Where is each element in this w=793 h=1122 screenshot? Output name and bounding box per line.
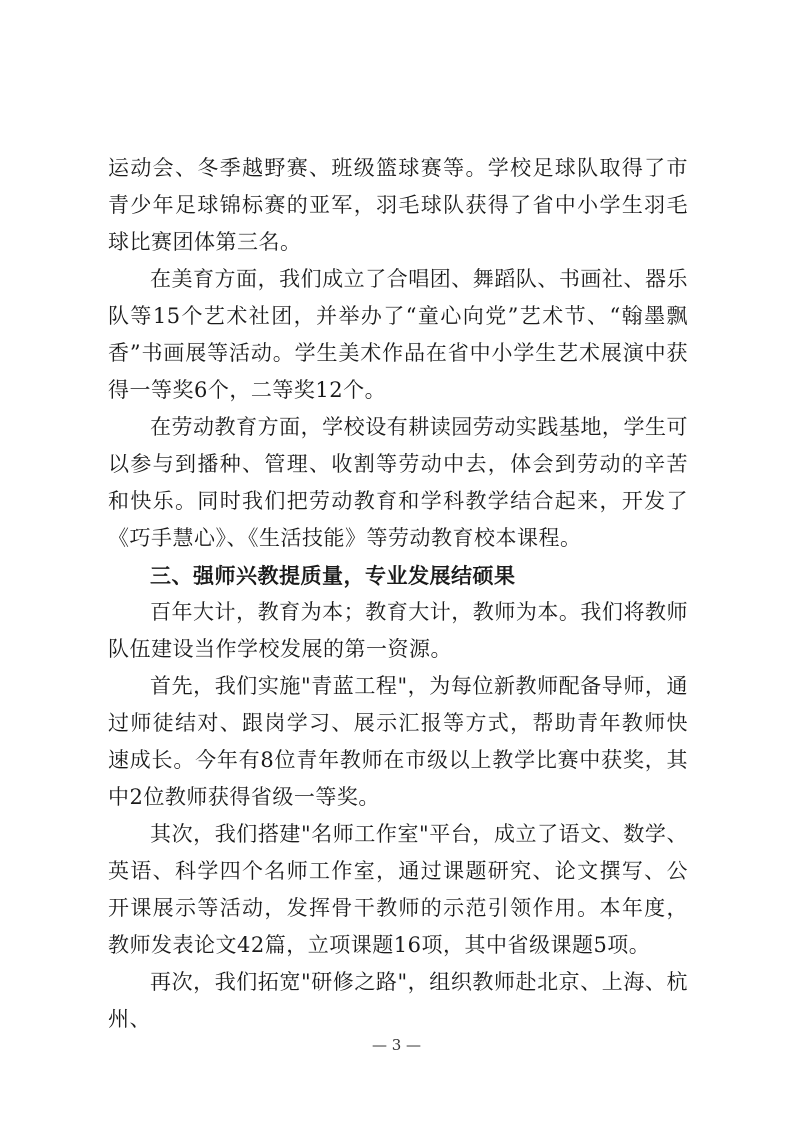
paragraph-master-teacher-studio: 其次，我们搭建"名师工作室"平台，成立了语文、数学、英语、科学四个名师工作室，通过课题研究、论文撰写、公开课展示等活动，发挥骨干教师的示范引领作用。本年度，教师发表论文42篇，立项课题16项，其中省级课题5项。 [108,822,688,957]
paragraph-labor-education: 在劳动教育方面，学校设有耕读园劳动实践基地，学生可以参与到播种、管理、收割等劳动中去，体会到劳动的辛苦和快乐。同时我们把劳动教育和学科教学结合起来，开发了《巧手慧心》、《生活技能》等劳动教育校本课程。 [108,415,688,550]
paragraph-mentorship-program: 首先，我们实施"青蓝工程"，为每位新教师配备导师，通过师徒结对、跟岗学习、展示汇报等方式，帮助青年教师快速成长。今年有8位青年教师在市级以上教学比赛中获奖，其中2位教师获得省级一等奖。 [108,674,688,809]
paragraph-teacher-foundation: 百年大计，教育为本；教育大计，教师为本。我们将教师队伍建设当作学校发展的第一资源。 [108,600,688,661]
paragraph-aesthetic-education: 在美育方面，我们成立了合唱团、舞蹈队、书画社、器乐队等15个艺术社团，并举办了“童心向党”艺术节、“翰墨飘香”书画展等活动。学生美术作品在省中小学生艺术展演中获得一等奖6个，二等奖12个。 [108,267,688,402]
document-body [108,150,688,1038]
paragraph-professional-training: 再次，我们拓宽"研修之路"，组织教师赴北京、上海、杭州、 [108,970,688,1031]
paragraph-continuation: 运动会、冬季越野赛、班级篮球赛等。学校足球队取得了市青少年足球锦标赛的亚军，羽毛球队获得了省中小学生羽毛球比赛团体第三名。 [108,156,688,254]
section-heading: 三、强师兴教提质量，专业发展结硕果 [150,563,516,588]
page-number: — 3 — [371,1036,422,1054]
